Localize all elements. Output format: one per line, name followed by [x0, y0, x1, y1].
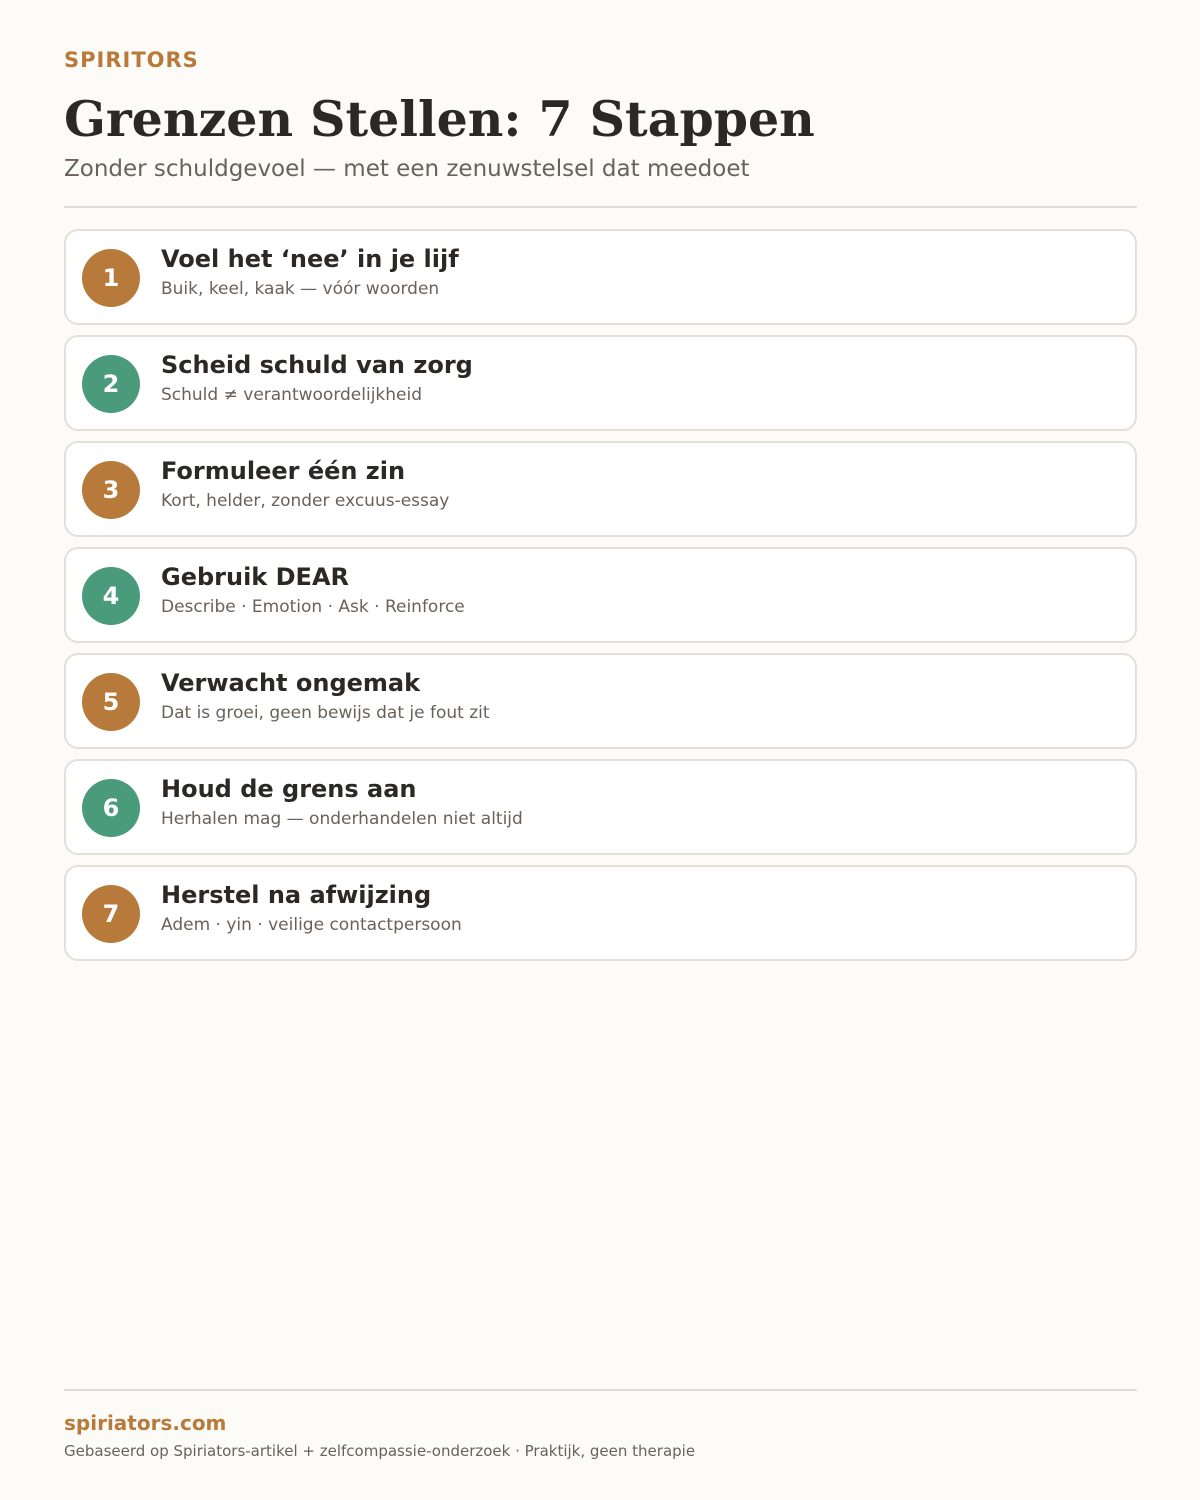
footer-site-link[interactable]: spiriators.com	[64, 1411, 227, 1435]
step-title: Scheid schuld van zorg	[161, 351, 473, 379]
step-number-badge: 3	[82, 461, 140, 519]
step-card-2	[64, 335, 1137, 431]
steps-list	[64, 229, 1137, 971]
step-number-badge: 6	[82, 779, 140, 837]
infographic-page	[64, 0, 1137, 1500]
step-card-1	[64, 229, 1137, 325]
footer-note: Gebaseerd op Spiriators-artikel + zelfcompassie-onderzoek · Praktijk, geen therapie	[64, 1442, 696, 1460]
step-number-badge: 1	[82, 249, 140, 307]
page-subtitle: Zonder schuldgevoel — met een zenuwstelsel dat meedoet	[64, 156, 750, 182]
step-subtitle: Schuld ≠ verantwoordelijkheid	[161, 385, 423, 405]
step-title: Formuleer één zin	[161, 457, 406, 485]
step-card-4	[64, 547, 1137, 643]
step-number-badge: 7	[82, 885, 140, 943]
step-number-badge: 2	[82, 355, 140, 413]
step-title: Gebruik DEAR	[161, 563, 349, 591]
step-title: Houd de grens aan	[161, 775, 417, 803]
step-title: Voel het ‘nee’ in je lijf	[161, 245, 459, 273]
step-subtitle: Buik, keel, kaak — vóór woorden	[161, 279, 440, 299]
step-number-badge: 5	[82, 673, 140, 731]
step-subtitle: Kort, helder, zonder excuus-essay	[161, 491, 450, 511]
footer-divider	[64, 1389, 1137, 1391]
step-card-7	[64, 865, 1137, 961]
step-title: Verwacht ongemak	[161, 669, 421, 697]
step-card-5	[64, 653, 1137, 749]
step-card-3	[64, 441, 1137, 537]
step-subtitle: Dat is groei, geen bewijs dat je fout zit	[161, 703, 490, 723]
step-title: Herstel na afwijzing	[161, 881, 432, 909]
step-number-badge: 4	[82, 567, 140, 625]
brand-label: SPIRITORS	[64, 48, 199, 72]
page-title: Grenzen Stellen: 7 Stappen	[64, 90, 815, 148]
step-subtitle: Adem · yin · veilige contactpersoon	[161, 915, 462, 935]
header-divider	[64, 206, 1137, 208]
step-subtitle: Describe · Emotion · Ask · Reinforce	[161, 597, 465, 617]
step-subtitle: Herhalen mag — onderhandelen niet altijd	[161, 809, 523, 829]
step-card-6	[64, 759, 1137, 855]
